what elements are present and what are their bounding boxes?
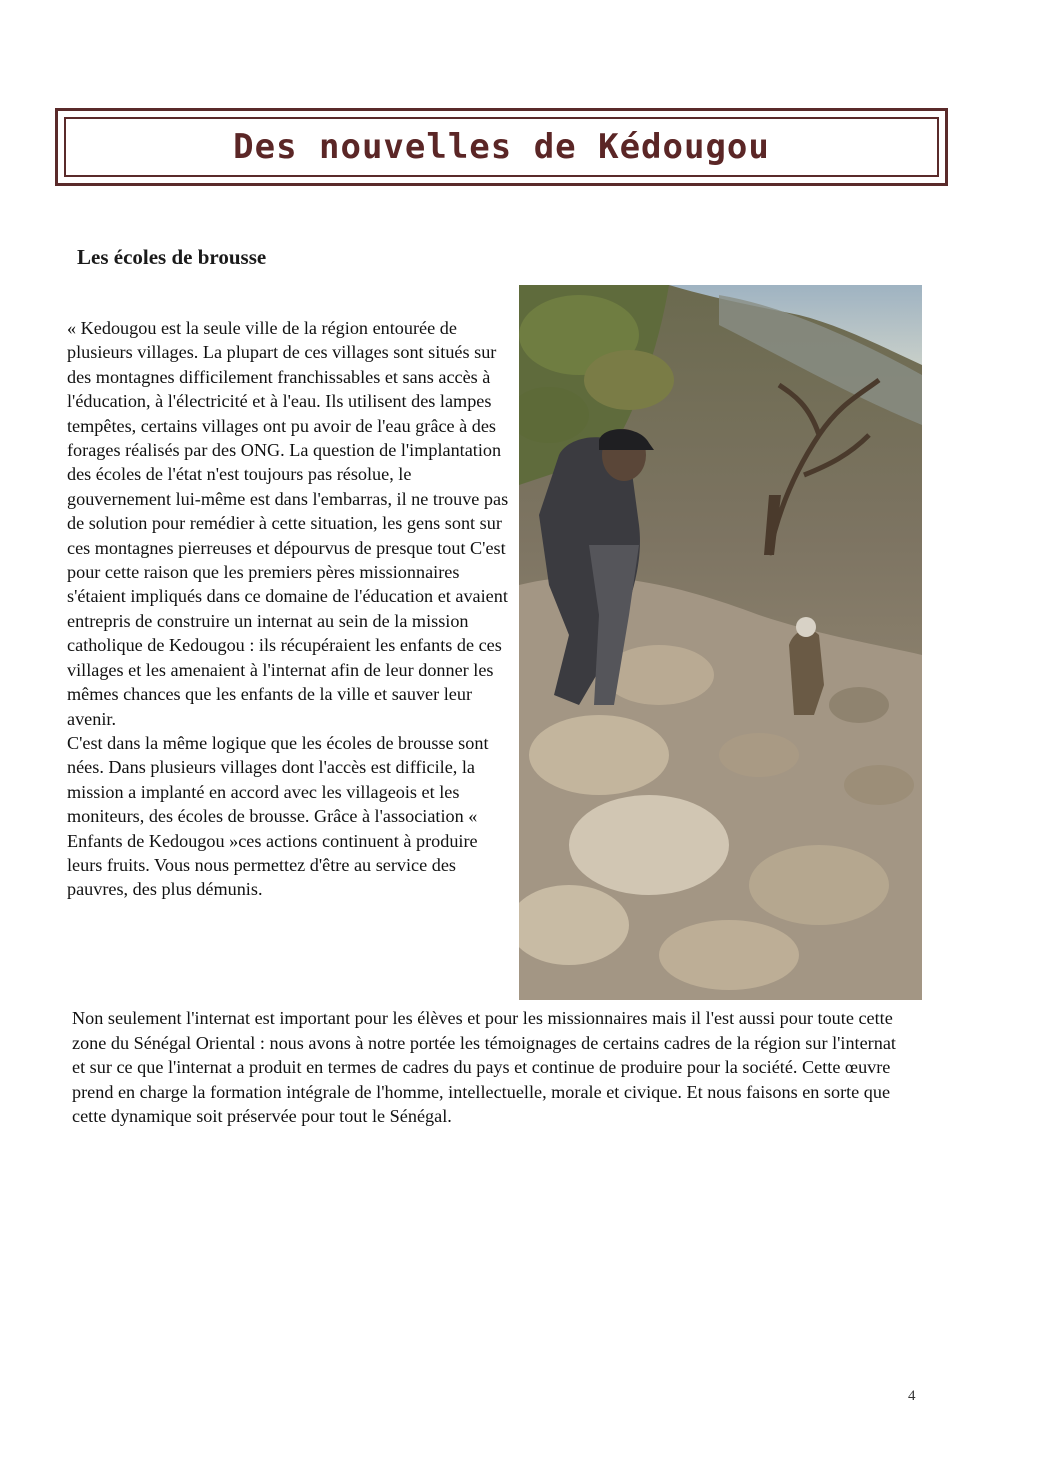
page-number: 4	[908, 1388, 916, 1404]
hillside-photo	[519, 285, 922, 1000]
column-paragraph-2: C'est dans la même logique que les écoles de brousse sont nées. Dans plusieurs villages dont l'accès est difficile, la mission a implanté en accord avec les villageois et les moniteurs, des écoles de brousse. Grâce à l'association « Enfants de Kedougou »ces actions continuent à produire leurs fruits. Vous nous permettez d'être au service des pauvres, des plus démunis.	[67, 732, 489, 900]
title-banner-inner-border	[64, 117, 939, 177]
page-title: Des nouvelles de Kédougou	[233, 127, 770, 167]
column-text	[67, 316, 509, 902]
full-width-paragraph: Non seulement l'internat est important pour les élèves et pour les missionnaires mais il l'est aussi pour toute cette zone du Sénégal Oriental : nous avons à notre portée les témoignages de certains cadres de la région sur l'internat et sur ce que l'internat a produit en termes de cadres du pays et continue de produire pour la société. Cette œuvre prend en charge la formation intégrale de l'homme, intellectuelle, morale et civique. Et nous faisons en sorte que cette dynamique soit préservée pour tout le Sénégal.	[72, 1008, 896, 1127]
title-banner	[55, 108, 948, 186]
full-width-text	[72, 1006, 902, 1129]
column-paragraph-1: « Kedougou est la seule ville de la région entourée de plusieurs villages. La plupart de ces villages sont situés sur des montagnes difficilement franchissables et sans accès à l'éducation, à l'électricité et à l'eau. Ils utilisent des lampes tempêtes, certains villages ont pu avoir de l'eau grâce à des forages réalisés par des ONG. La question de l'implantation des écoles de l'état n'est toujours pas résolue, le gouvernement lui-même est dans l'embarras, il ne trouve pas de solution pour remédier à cette situation, les gens sont sur ces montagnes pierreuses et dépourvus de presque tout C'est pour cette raison que les premiers pères missionnaires s'étaient impliqués dans ce domaine de l'éducation et avaient entrepris de construire un internat au sein de la mission catholique de Kedougou : ils récupéraient les enfants de ces villages et les amenaient à l'internat afin de leur donner les mêmes chances que les enfants de la ville et sauver leur avenir.	[67, 318, 509, 729]
section-heading: Les écoles de brousse	[77, 245, 267, 269]
